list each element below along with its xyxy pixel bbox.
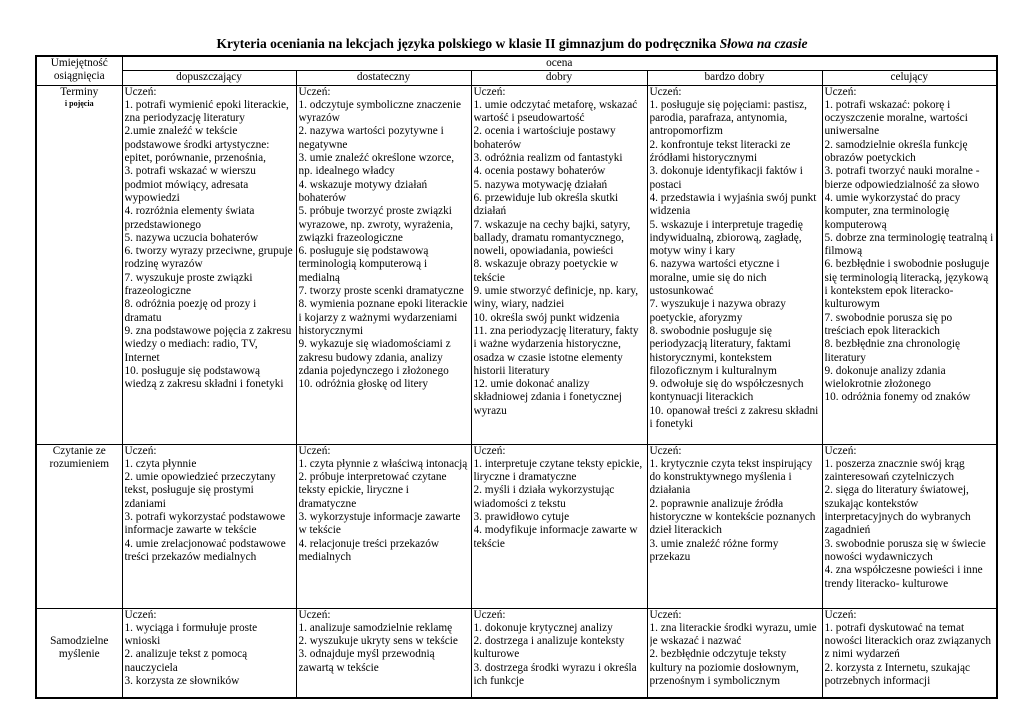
criterion-item: 2. umie opowiedzieć przeczytany (124, 471, 276, 484)
criterion-item: 9. zna podstawowe pojęcia z zakresu wiedzy o mediach: radio, TV, Internet (124, 324, 292, 364)
criterion-item: 4. umie wykorzystać do pracy komputer, zna terminologię komputerową (824, 191, 961, 231)
title-book: Słowa na czasie (719, 36, 808, 51)
skill-label: Samodzielne myślenie (50, 634, 109, 660)
criterion-item: 8. wskazuje obrazy poetyckie w tekście (473, 258, 619, 284)
criterion-item: 9. dokonuje analizy zdania wielokrotnie złożonego (824, 364, 946, 391)
criterion-item: 4. wskazuje motywy działań bohaterów (298, 178, 428, 204)
criterion-item: 4. modyfikuje informacje zawarte w tekście (473, 524, 638, 550)
criterion-item: 1. poszerza znacznie swój krąg zainteresowań czytelniczych (824, 457, 965, 484)
criterion-item: 1. dokonuje krytycznej analizy (473, 621, 613, 634)
criterion-item: 7. wyszukuje proste związki frazeologiczne (124, 271, 253, 298)
cell-lead-label: Uczeń: (649, 608, 682, 621)
cell-lead-label: Uczeń: (298, 85, 331, 98)
criterion-item: 2. samodzielnie określa funkcję obrazów poetyckich (824, 138, 968, 165)
criterion-item: 5. wskazuje i interpretuje tragedię indywidualną, zbiorową, zagładę, motyw winy i kary (649, 218, 803, 258)
criteria-cell (647, 85, 822, 444)
criterion-item: 8. swobodnie posługuje się periodyzacją literatury, faktami historycznymi, kontekstem filozoficznym i kulturalnym (649, 324, 791, 377)
criterion-item: 12. umie dokonać analizy składniowej zdania i fonetycznej wyrazu (473, 378, 622, 417)
skill-samodzielne (36, 608, 122, 698)
criteria-table (35, 55, 998, 699)
cell-lead-label: Uczeń: (124, 608, 157, 621)
page-title (0, 36, 1024, 52)
criterion-item: 3. potrafi wykorzystać podstawowe informacje zawarte w tekście (124, 511, 286, 537)
criterion-item: 4. zna współczesne powieści i inne trendy literacko- kulturowe (824, 564, 983, 590)
cell-lead-label: Uczeń: (824, 85, 857, 98)
criterion-item: 1. interpretuje czytane teksty epickie, liryczne i dramatyczne (473, 457, 643, 484)
criterion-item: 2. poprawnie analizuje źródła historyczne w kontekście poznanych dzieł literackich (649, 497, 816, 537)
grade-header-dopuszczajacy: dopuszczający (122, 71, 296, 85)
criterion-item: 2. wyszukuje ukryty sens w tekście (298, 635, 458, 648)
criterion-item: 8. bezbłędnie zna chronologię literatury (824, 338, 961, 364)
criterion-item: 2. nazywa wartości pozytywne i negatywne (298, 125, 444, 151)
criterion-item: 3. dostrzega środki wyrazu i określa ich funkcje (473, 661, 637, 688)
skill-sublabel: i pojęcia (64, 98, 94, 108)
cell-lead-label: Uczeń: (298, 608, 331, 621)
skill-header-line1: Umiejętność (50, 57, 108, 69)
criterion-item: 3. potrafi wskazać w wierszu podmiot mówiący, adresata wypowiedzi (124, 165, 256, 204)
criteria-cell (122, 608, 296, 698)
criterion-item: 1. potrafi wskazać: pokorę i oczyszczenie moralne, wartości uniwersalne (824, 98, 968, 138)
ocena-header: ocena (122, 56, 997, 71)
table-row-terminy (36, 85, 997, 444)
criteria-cell (296, 608, 471, 698)
grade-header-celujacy: celujący (822, 71, 997, 85)
criterion-item: 10. odróżnia fonemy od znaków (824, 391, 971, 404)
criteria-cell (122, 444, 296, 608)
criterion-item: 1. analizuje samodzielnie reklamę (298, 621, 453, 634)
criterion-item: 4. ocenia postawy bohaterów (473, 165, 606, 178)
cell-lead-label: Uczeń: (473, 608, 506, 621)
criterion-item: 5. nazywa uczucia bohaterów (124, 231, 259, 244)
criterion-item: tekst, posługuje się prostymi zdaniami (124, 484, 254, 510)
criterion-item: 6. posługuje się podstawową terminologią komputerową i medialną (298, 245, 429, 284)
criterion-item: 4. przedstawia i wyjaśnia swój punkt widzenia (649, 191, 817, 218)
criteria-cell (122, 85, 296, 444)
criterion-item: 9. umie stworzyć definicje, np. kary, winy, wiary, nadziei (473, 285, 639, 311)
criterion-item: 10. opanował treści z zakresu składni i fonetyki (649, 404, 819, 431)
criterion-item: 4. umie zrelacjonować podstawowe treści przekazów medialnych (124, 537, 286, 563)
criterion-item: 3. potrafi tworzyć nauki moralne - bierze odpowiedzialność za słowo (824, 165, 980, 191)
criterion-item: 1. czyta płynnie z właściwą intonacją (298, 457, 468, 470)
criterion-item: 6. tworzy wyrazy przeciwne, grupuje rodzinę wyrazów (124, 245, 293, 271)
criterion-item: 5. dobrze zna terminologię teatralną i filmową (824, 231, 994, 258)
criteria-cell (471, 85, 647, 444)
criterion-item: 3. umie znaleźć określone wzorce, np. idealnego władcy (298, 152, 455, 178)
criterion-item: 7. tworzy proste scenki dramatyczne (298, 285, 464, 298)
criterion-item: 11. zna periodyzację literatury, fakty i ważne wydarzenia historyczne, osadza w czasie istotne elementy historii literatury (473, 324, 639, 377)
criterion-item: 1. posługuje się pojęciami: pastisz, parodia, parafraza, antynomia, antropomorfizm (649, 98, 807, 138)
criterion-item: 8. wymienia poznane epoki literackie i kojarzy z ważnymi wydarzeniami historycznymi (298, 298, 468, 337)
criterion-item: 1. krytycznie czyta tekst inspirujący do konstruktywnego myślenia i działania (649, 457, 813, 497)
skill-column-header (36, 56, 122, 85)
criterion-item: 10. odróżnia głoskę od litery (298, 378, 429, 391)
criterion-item: 4. relacjonuje treści przekazów medialnych (298, 537, 440, 563)
criterion-item: 2. analizuje tekst z pomocą nauczyciela (124, 648, 248, 674)
criterion-item: 3. wykorzystuje informacje zawarte w tekście (298, 511, 461, 537)
criterion-item: 10. posługuje się podstawową wiedzą z zakresu składni i fonetyki (124, 364, 284, 391)
criteria-cell (822, 444, 997, 608)
criteria-cell (647, 444, 822, 608)
cell-lead-label: Uczeń: (124, 444, 157, 457)
criterion-item: 9. wykazuje się wiadomościami z zakresu budowy zdania, analizy zdania pojedynczego i złożonego (298, 338, 451, 377)
cell-lead-label: Uczeń: (473, 444, 506, 457)
criterion-item: 3. prawidłowo cytuje (473, 511, 570, 524)
criteria-cell (471, 608, 647, 698)
cell-lead-label: Uczeń: (124, 85, 157, 98)
grade-header-dostateczny: dostateczny (296, 71, 471, 85)
criterion-item: 1. potrafi dyskutować na temat nowości literackich oraz związanych z nimi wydarzeń (824, 621, 992, 661)
criterion-item: 2. bezbłędnie odczytuje teksty kultury na poziomie dosłownym, przenośnym i symbolicznym (649, 648, 799, 688)
criterion-item: 8. odróżnia poezję od prozy i dramatu (124, 298, 257, 324)
criterion-item: 10. określa swój punkt widzenia (473, 311, 620, 324)
criterion-item: 2. korzysta z Internetu, szukając potrzebnych informacji (824, 661, 971, 688)
criteria-cell (296, 444, 471, 608)
criterion-item: 1. zna literackie środki wyrazu, umie je wskazać i nazwać (649, 621, 817, 648)
criterion-item: 2.umie znaleźć w tekście podstawowe środki artystyczne: epitet, porównanie, przenośnia, (124, 125, 270, 165)
cell-lead-label: Uczeń: (824, 444, 857, 457)
criterion-item: 6. nazywa wartości etyczne i moralne, umie się do nich ustosunkować (649, 258, 780, 298)
criterion-item: 1. wyciąga i formułuje proste wnioski (124, 621, 258, 648)
cell-lead-label: Uczeń: (298, 444, 331, 457)
criteria-cell (822, 85, 997, 444)
criterion-item: 9. odwołuje się do współczesnych kontynuacji literackich (649, 378, 804, 404)
criterion-item: 3. korzysta ze słowników (124, 675, 240, 688)
skill-terminy (36, 85, 122, 444)
title-main: Kryteria oceniania na lekcjach języka polskiego w klasie II gimnazjum do podręcznika (216, 36, 720, 51)
criterion-item: 1. umie odczytać metaforę, wskazać wartość i pseudowartość (473, 98, 638, 125)
cell-lead-label: Uczeń: (824, 608, 857, 621)
grade-header-bardzo-dobry: bardzo dobry (647, 71, 822, 85)
criterion-item: 2. myśli i działa wykorzystując wiadomości z tekstu (473, 484, 615, 510)
criterion-item: 3. odnajduje myśl przewodnią zawartą w tekście (298, 648, 435, 674)
criterion-item: 2. ocenia i wartościuje postawy bohaterów (473, 125, 616, 151)
cell-lead-label: Uczeń: (649, 85, 682, 98)
criterion-item: 2. konfrontuje tekst literacki ze źródłami historycznymi (649, 138, 791, 165)
criterion-item: 3. dokonuje identyfikacji faktów i postaci (649, 165, 803, 191)
criterion-item: 2. dostrzega i analizuje konteksty kulturowe (473, 635, 625, 661)
criterion-item: 3. odróżnia realizm od fantastyki (473, 152, 623, 165)
criterion-item: 7. wyszukuje i nazywa obrazy poetyckie, aforyzmy (649, 298, 786, 324)
criteria-cell (471, 444, 647, 608)
criterion-item: 7. wskazuje na cechy bajki, satyry, ballady, dramatu romantycznego, noweli, opowiadania, powieści (473, 218, 631, 258)
criterion-item: 2. sięga do literatury światowej, szukając kontekstów interpretacyjnych do wybranych zagadnień (824, 484, 971, 537)
criterion-item: 1. potrafi wymienić epoki literackie, zna periodyzację literatury (124, 98, 289, 125)
skill-header-line2: osiągnięcia (53, 70, 105, 83)
criterion-item: 1. odczytuje symboliczne znaczenie wyrazów (298, 98, 461, 125)
cell-lead-label: Uczeń: (649, 444, 682, 457)
grade-header-dobry: dobry (471, 71, 647, 85)
table-row-czytanie (36, 444, 997, 608)
criterion-item: 3. swobodnie porusza się w świecie nowości wydawniczych (824, 537, 986, 563)
criterion-item: 3. umie znaleźć różne formy przekazu (649, 537, 779, 563)
skill-label: Czytanie ze rozumieniem (49, 444, 110, 470)
criterion-item: 5. nazywa motywację działań (473, 178, 608, 191)
criteria-cell (296, 85, 471, 444)
criteria-cell (822, 608, 997, 698)
cell-lead-label: Uczeń: (473, 85, 506, 98)
criterion-item: 6. przewiduje lub określa skutki działań (473, 191, 619, 218)
criterion-item: 4. rozróżnia elementy świata przedstawionego (124, 205, 255, 231)
criterion-item: 1. czyta płynnie (124, 457, 197, 470)
criterion-item: 6. bezbłędnie i swobodnie posługuje się terminologią literacką, językową i kontekstem epok literacko- kulturowym (824, 258, 990, 311)
skill-label: Terminy (60, 85, 99, 98)
criteria-cell (647, 608, 822, 698)
criterion-item: 7. swobodnie porusza się po treściach epok literackich (824, 311, 953, 337)
table-row-samodzielne (36, 608, 997, 698)
criterion-item: 2. próbuje interpretować czytane teksty epickie, liryczne i dramatyczne (298, 471, 447, 510)
skill-czytanie (36, 444, 122, 608)
criterion-item: 5. próbuje tworzyć proste związki wyrazowe, np. zwroty, wyrażenia, związki frazeologiczne (298, 205, 454, 244)
